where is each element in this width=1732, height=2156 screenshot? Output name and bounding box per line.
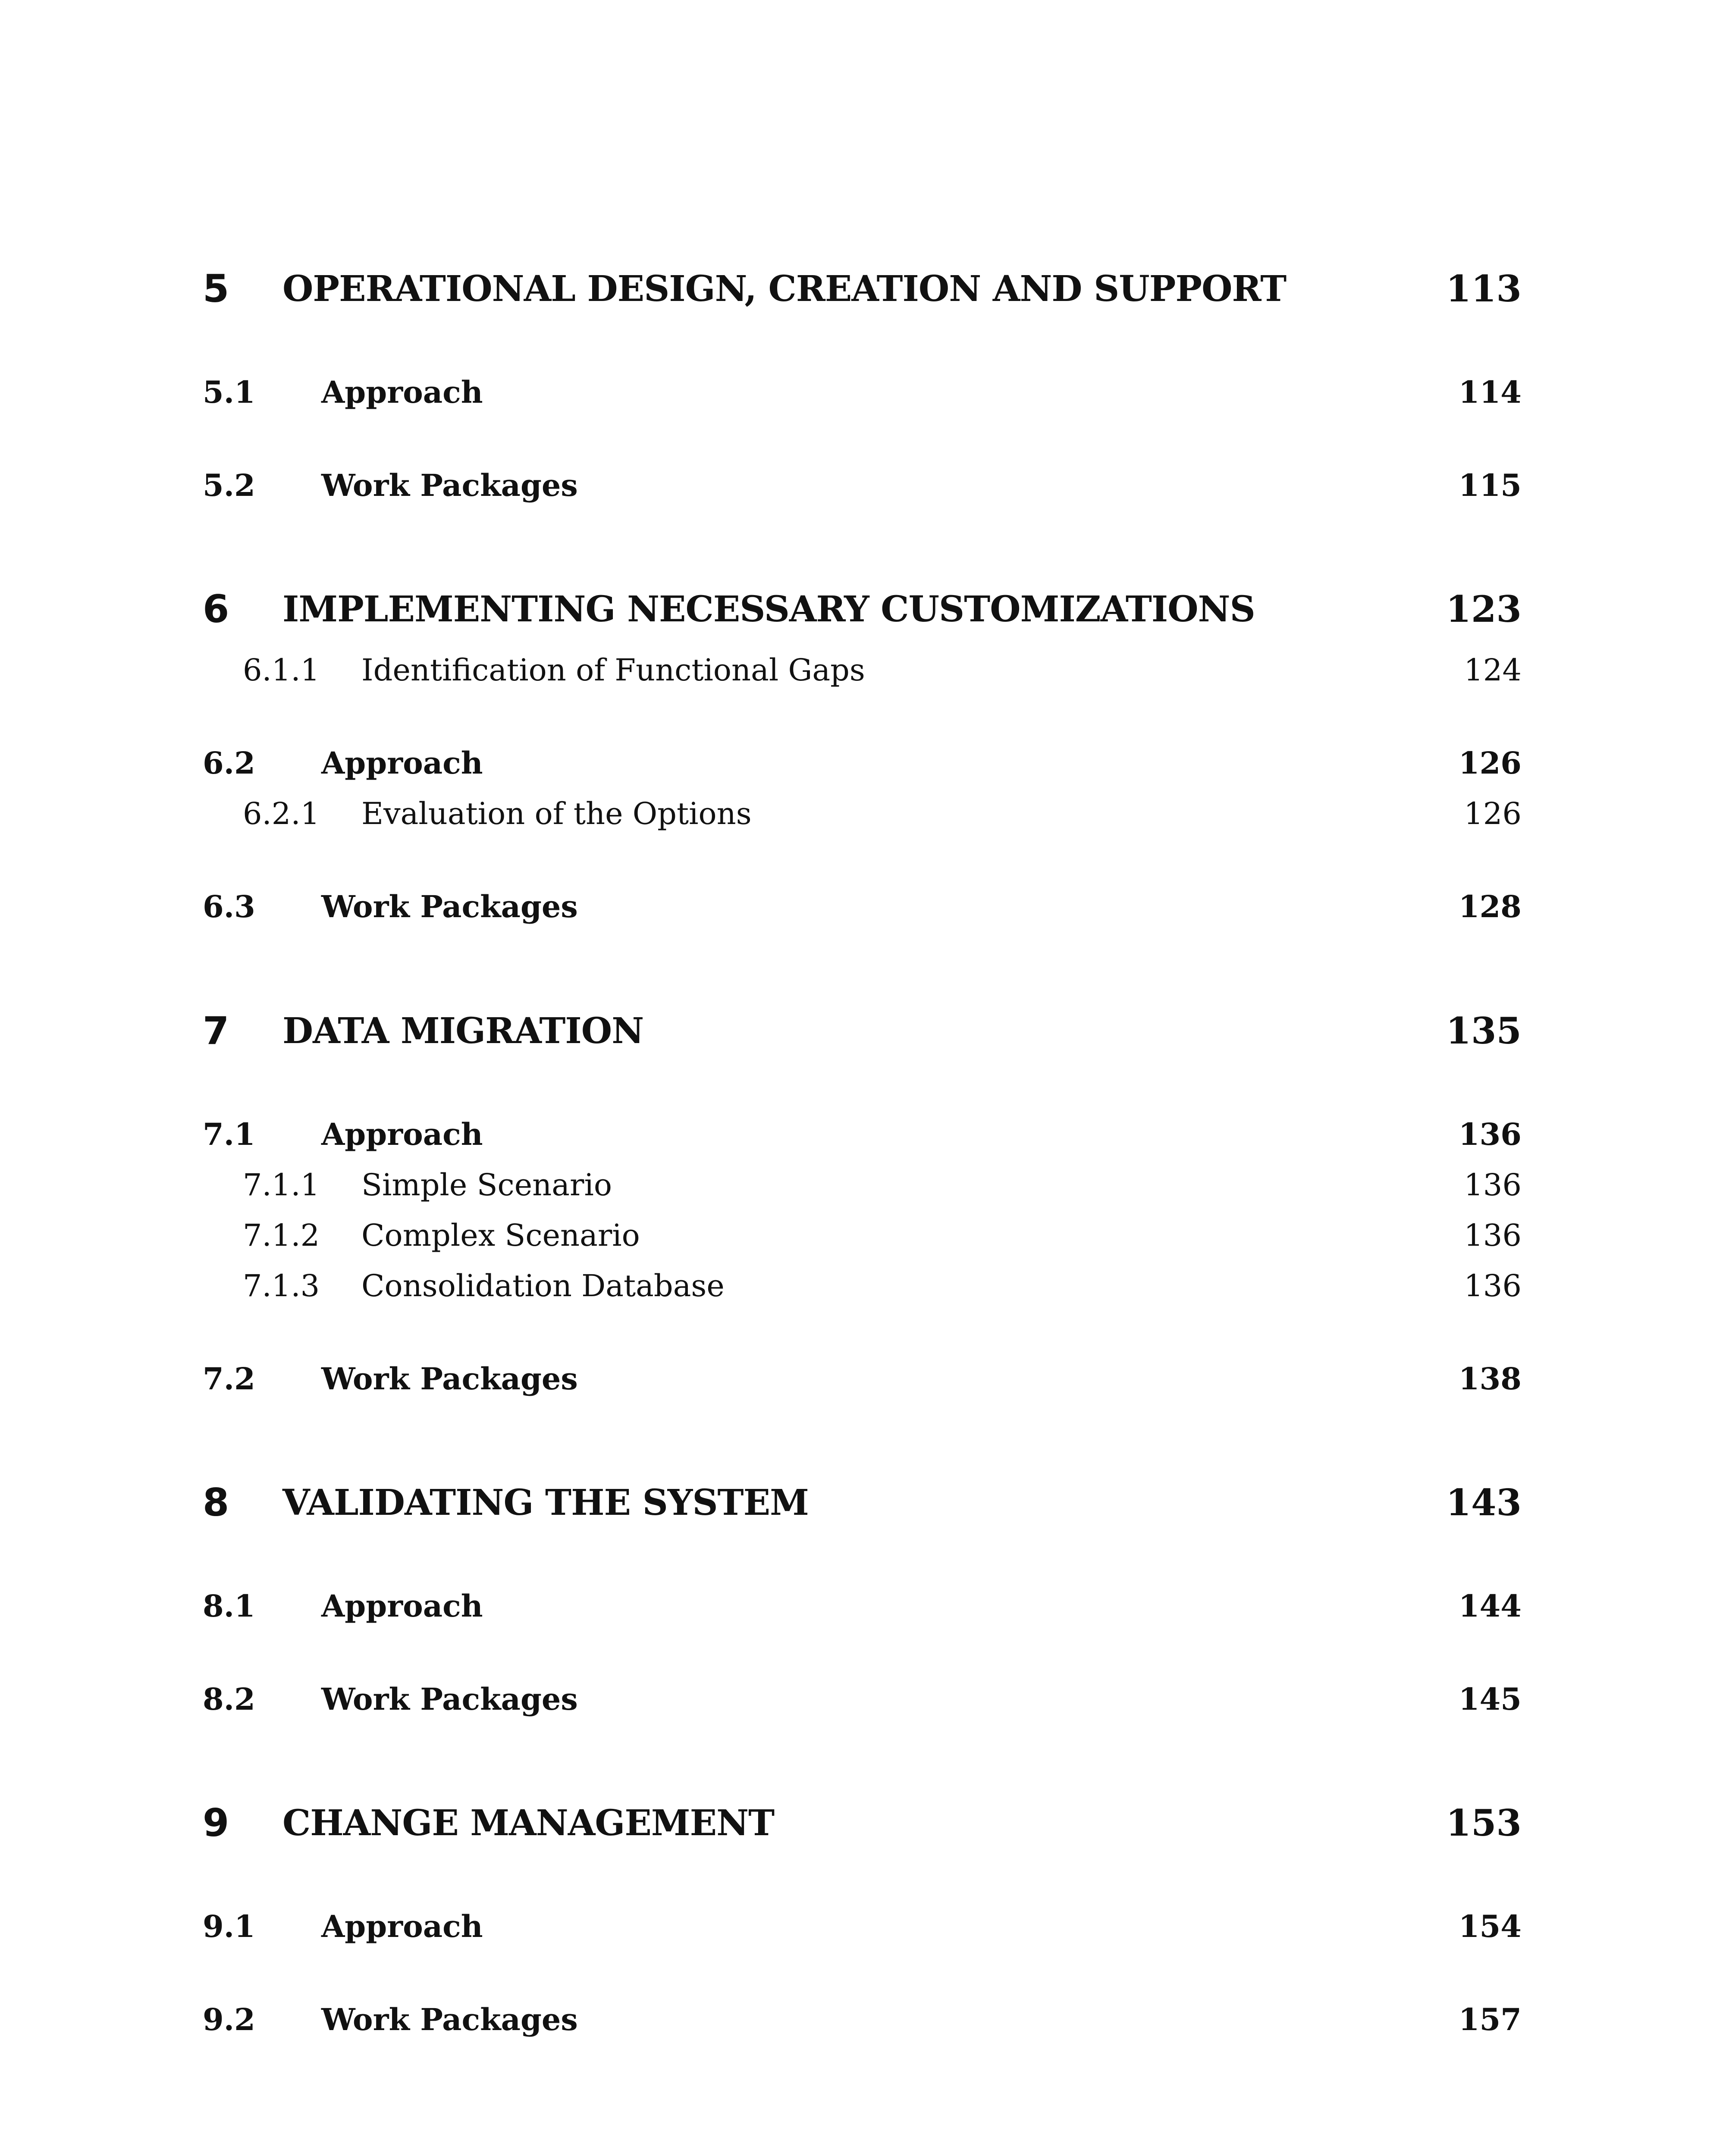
page-number: 153 xyxy=(1446,1802,1522,1844)
page-number: 126 xyxy=(1458,745,1522,781)
toc-section-entry[interactable] xyxy=(0,1349,1732,1409)
section-number: 8.1 xyxy=(203,1588,255,1624)
page-number: 135 xyxy=(1446,1009,1522,1052)
toc-subsection-entry[interactable] xyxy=(0,783,1732,844)
chapter-number: 6 xyxy=(203,587,229,631)
section-title: Approach xyxy=(321,1588,483,1624)
section-number: 8.2 xyxy=(203,1681,255,1717)
subsection-number: 7.1.3 xyxy=(243,1268,320,1304)
subsection-number: 6.2.1 xyxy=(243,796,320,831)
subsection-title: Evaluation of the Options xyxy=(361,796,752,831)
section-title: Approach xyxy=(321,1908,483,1944)
page-number: 115 xyxy=(1458,467,1522,503)
toc-chapter-entry[interactable] xyxy=(0,1473,1732,1533)
toc-chapter-entry[interactable] xyxy=(0,579,1732,639)
section-title: Approach xyxy=(321,745,483,781)
section-title: Work Packages xyxy=(321,2002,578,2037)
toc-subsection-entry[interactable] xyxy=(0,1256,1732,1316)
subsection-number: 6.1.1 xyxy=(243,652,320,688)
subsection-title: Simple Scenario xyxy=(361,1167,612,1203)
section-number: 6.3 xyxy=(203,889,255,924)
subsection-title: Consolidation Database xyxy=(361,1268,725,1304)
chapter-number: 9 xyxy=(203,1801,229,1845)
chapter-title: IMPLEMENTING NECESSARY CUSTOMIZATIONS xyxy=(282,589,1255,630)
page-number: 123 xyxy=(1446,588,1522,630)
toc-section-entry[interactable] xyxy=(0,1576,1732,1636)
section-title: Work Packages xyxy=(321,889,578,924)
section-title: Work Packages xyxy=(321,1361,578,1397)
section-number: 9.2 xyxy=(203,2002,255,2037)
section-title: Approach xyxy=(321,1116,483,1152)
page-number: 143 xyxy=(1446,1481,1522,1524)
toc-chapter-entry[interactable] xyxy=(0,1001,1732,1061)
section-number: 5.2 xyxy=(203,467,255,503)
page-number: 124 xyxy=(1464,652,1522,688)
chapter-title: CHANGE MANAGEMENT xyxy=(282,1802,775,1844)
chapter-title: DATA MIGRATION xyxy=(282,1010,644,1052)
page-number: 126 xyxy=(1464,796,1522,831)
section-number: 7.2 xyxy=(203,1361,255,1397)
toc-section-entry[interactable] xyxy=(0,1990,1732,2050)
page-number: 114 xyxy=(1458,374,1522,410)
toc-section-entry[interactable] xyxy=(0,455,1732,516)
chapter-number: 8 xyxy=(203,1480,229,1525)
section-number: 6.2 xyxy=(203,745,255,781)
toc-section-entry[interactable] xyxy=(0,362,1732,423)
page-number: 113 xyxy=(1446,267,1522,310)
page-number: 154 xyxy=(1458,1908,1522,1944)
subsection-title: Identification of Functional Gaps xyxy=(361,652,865,688)
page-number: 157 xyxy=(1458,2002,1522,2037)
subsection-title: Complex Scenario xyxy=(361,1218,640,1253)
page-number: 136 xyxy=(1464,1167,1522,1203)
section-number: 9.1 xyxy=(203,1908,255,1944)
page-number: 136 xyxy=(1464,1268,1522,1304)
chapter-title: OPERATIONAL DESIGN, CREATION AND SUPPORT xyxy=(282,268,1286,310)
toc-section-entry[interactable] xyxy=(0,877,1732,937)
section-title: Work Packages xyxy=(321,1681,578,1717)
chapter-title: VALIDATING THE SYSTEM xyxy=(282,1482,809,1523)
page-number: 128 xyxy=(1458,889,1522,924)
toc-section-entry[interactable] xyxy=(0,1669,1732,1730)
toc-subsection-entry[interactable] xyxy=(0,640,1732,700)
page-number: 144 xyxy=(1458,1588,1522,1624)
page-number: 136 xyxy=(1464,1218,1522,1253)
page-number: 145 xyxy=(1458,1681,1522,1717)
section-number: 7.1 xyxy=(203,1116,255,1152)
page-number: 136 xyxy=(1458,1116,1522,1152)
section-number: 5.1 xyxy=(203,374,255,410)
toc-chapter-entry[interactable] xyxy=(0,1793,1732,1853)
chapter-number: 5 xyxy=(203,266,229,311)
chapter-number: 7 xyxy=(203,1009,229,1053)
section-title: Work Packages xyxy=(321,467,578,503)
subsection-number: 7.1.1 xyxy=(243,1167,320,1203)
toc-chapter-entry[interactable] xyxy=(0,259,1732,319)
toc-section-entry[interactable] xyxy=(0,1896,1732,1957)
page-number: 138 xyxy=(1458,1361,1522,1397)
subsection-number: 7.1.2 xyxy=(243,1218,320,1253)
section-title: Approach xyxy=(321,374,483,410)
